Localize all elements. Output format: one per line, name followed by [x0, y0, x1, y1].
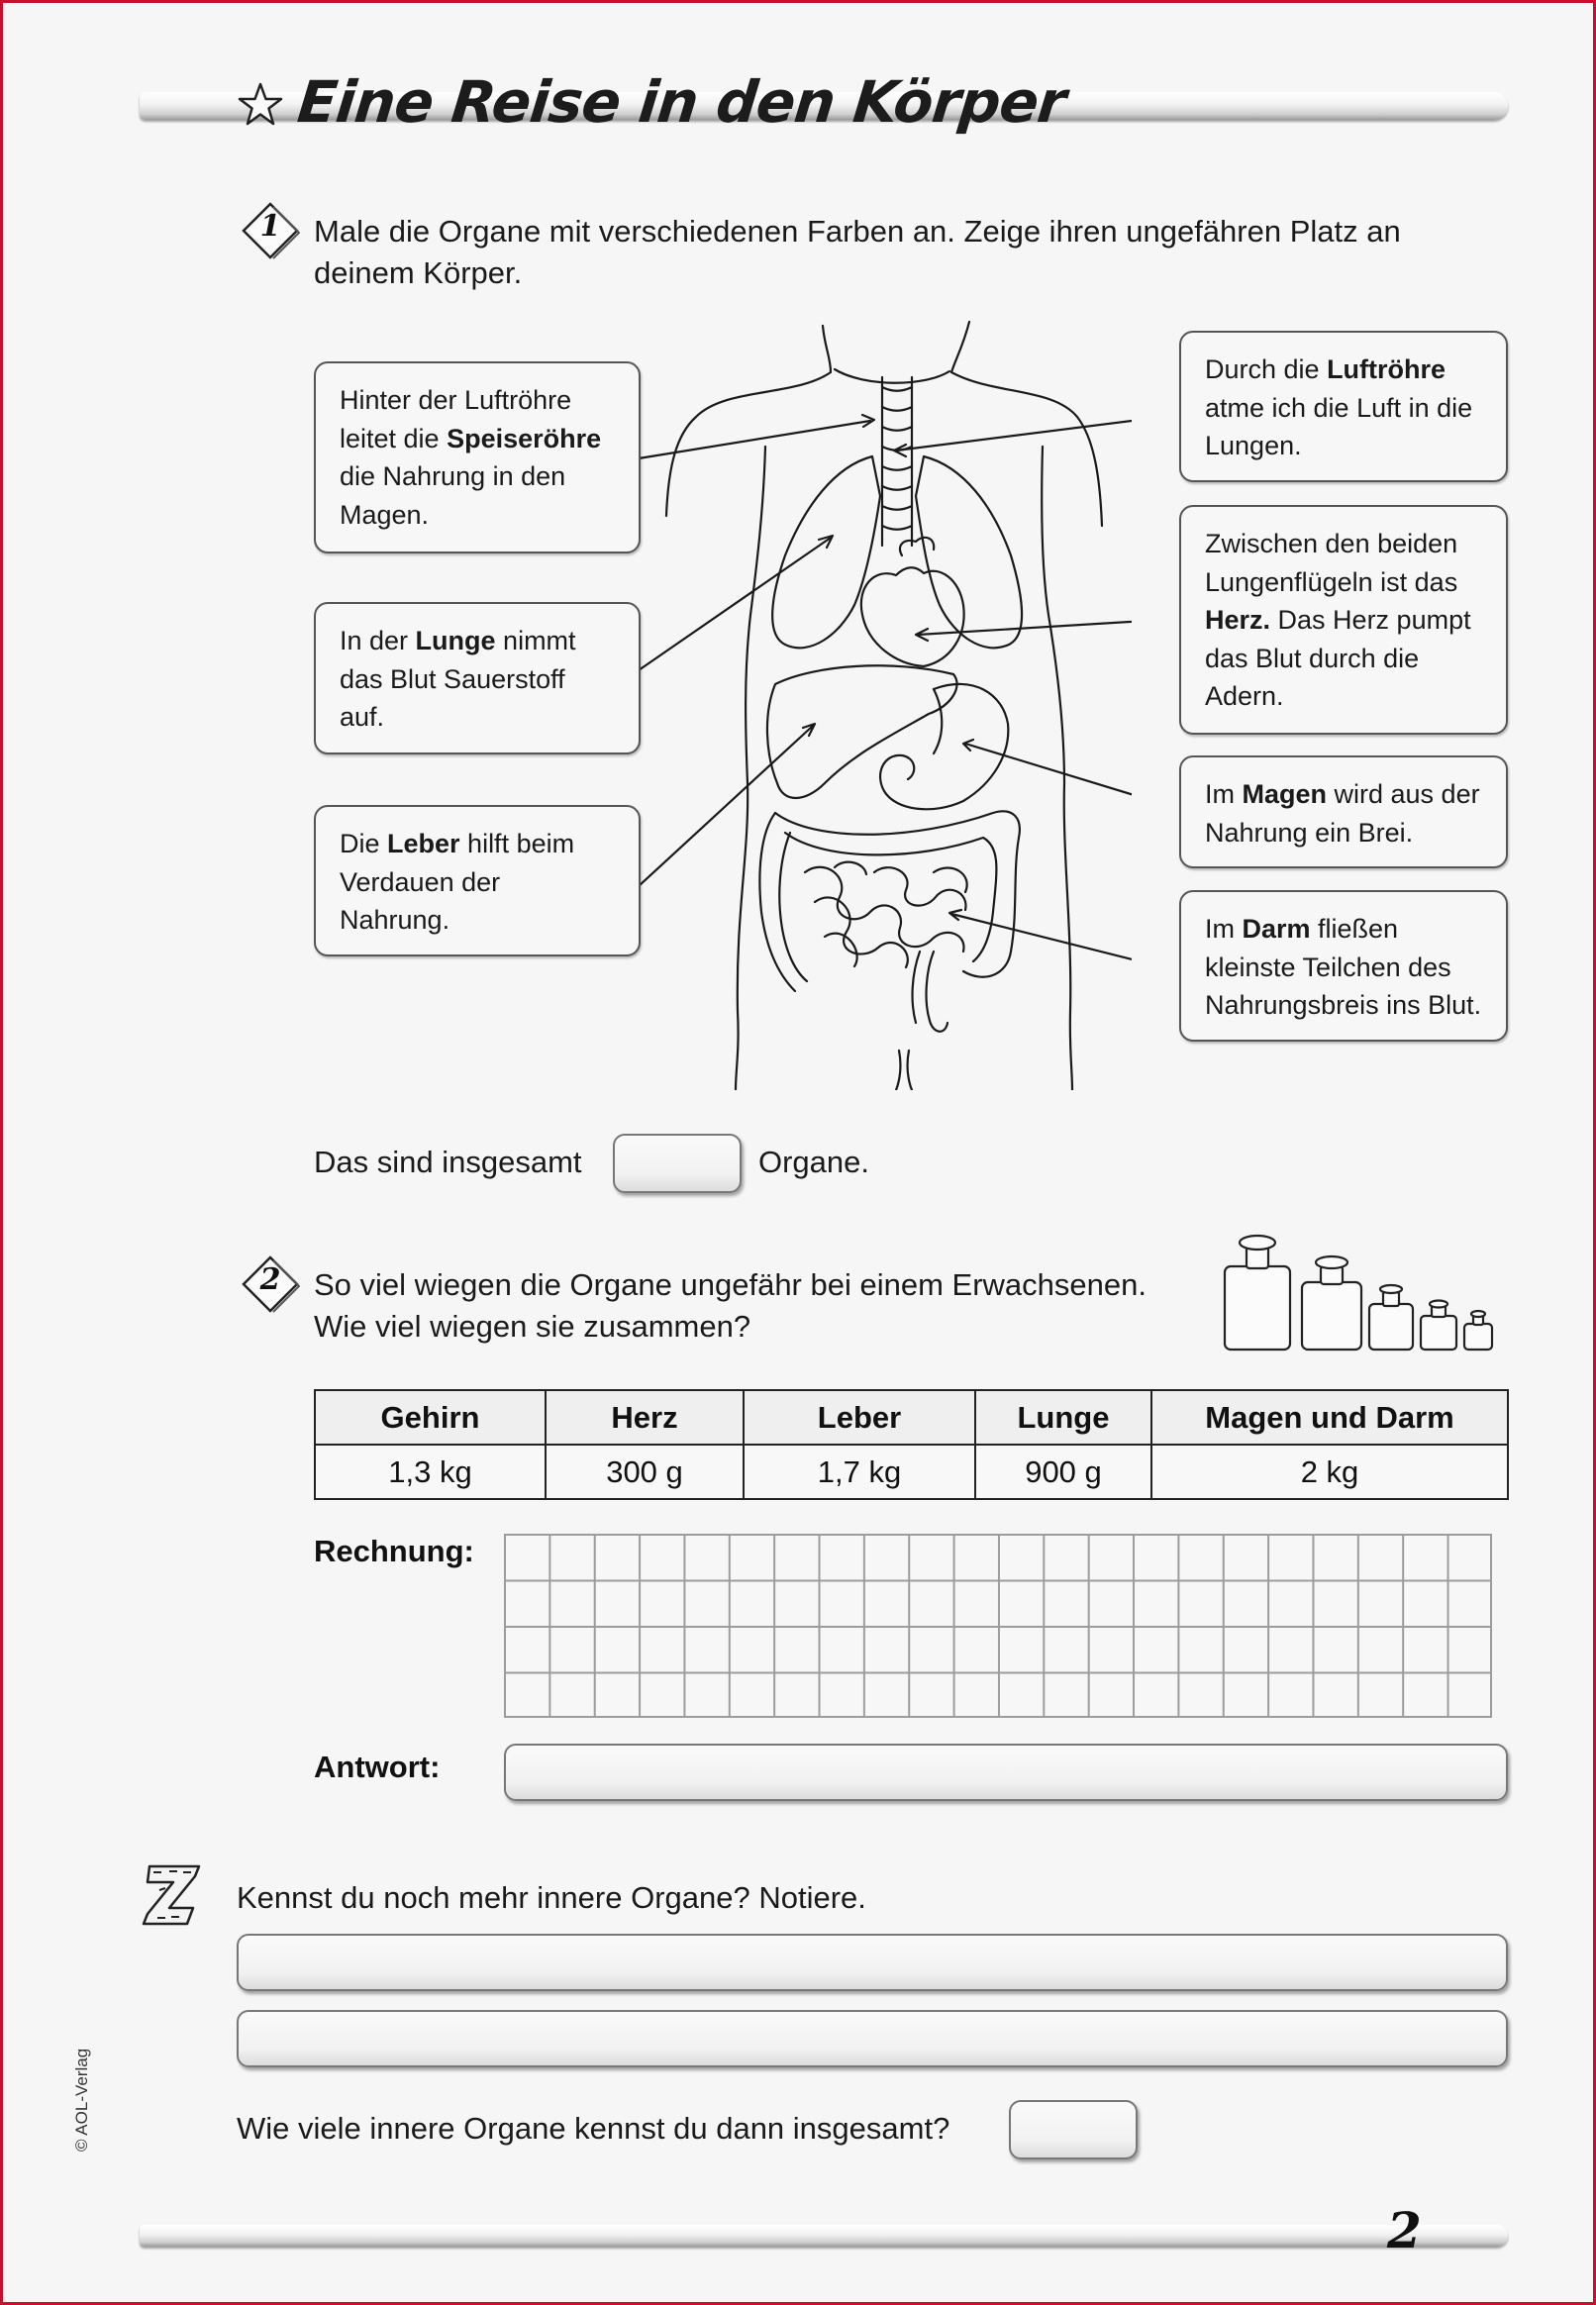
extra-answer-line-1[interactable] [237, 1934, 1508, 1991]
total-organs-pre: Das sind insgesamt [314, 1145, 582, 1179]
table-cell: 2 kg [1151, 1445, 1508, 1499]
page-number: 2 [1387, 2201, 1422, 2259]
heart [861, 538, 964, 666]
table-header-cell: Leber [744, 1390, 975, 1445]
box-text: die Nahrung in den [340, 461, 566, 491]
liver [767, 665, 957, 798]
task2-instruction-line1: So viel wiegen die Organe ungefähr bei einem Erwachsenen. [314, 1267, 1147, 1302]
box-text-line [1205, 910, 1484, 949]
box-text: Nahrung. [340, 905, 450, 935]
box-text: Durch die [1205, 354, 1328, 384]
box-text: Verdauen der [340, 866, 501, 897]
box-text: Lungenflügeln ist das [1205, 566, 1458, 597]
body-organs-illustration [637, 318, 1132, 1090]
box-text: das Blut durch die [1205, 643, 1420, 673]
info-box-luftroehre [1179, 331, 1508, 482]
task-number-1-label: 1 [259, 209, 281, 244]
weights-icon [1221, 1229, 1498, 1353]
box-text-line [340, 825, 617, 863]
table-header-cell: Gehirn [315, 1390, 546, 1445]
task1-instruction-line1: Male die Organe mit verschiedenen Farben an. Zeige ihren ungefähren Platz an [314, 214, 1401, 249]
info-box-herz [1179, 505, 1508, 735]
table-cell: 1,7 kg [744, 1445, 975, 1499]
table-header-row [315, 1390, 1508, 1445]
table-cell: 900 g [975, 1445, 1151, 1499]
calculation-grid[interactable] [504, 1534, 1492, 1718]
small-intestine [805, 862, 967, 967]
box-text: leitet die [340, 423, 448, 453]
pointer-arrows[interactable] [639, 415, 1132, 971]
rechnung-label: Rechnung: [314, 1534, 474, 1568]
table-header-cell: Magen und Darm [1151, 1390, 1508, 1445]
stomach [880, 684, 1008, 809]
task-number-2 [241, 1254, 300, 1314]
box-keyword: Luftröhre [1327, 354, 1446, 384]
answer-field[interactable] [504, 1744, 1508, 1801]
total-organs-post: Organe. [758, 1145, 870, 1179]
organ-weights-table [314, 1389, 1509, 1500]
box-text: Im [1205, 914, 1243, 944]
task1-instruction-line2: deinem Körper. [314, 255, 523, 290]
box-text: kleinste Teilchen des [1205, 952, 1451, 982]
box-text: Nahrungsbreis ins Blut. [1205, 990, 1482, 1020]
info-box-magen [1179, 755, 1508, 868]
total-organs-answer-box[interactable] [613, 1134, 742, 1193]
box-text-line [340, 622, 617, 660]
body-outline [666, 322, 1102, 1090]
box-text: auf. [340, 702, 385, 732]
box-text: das Blut Sauerstoff [340, 663, 565, 694]
task-number-1 [241, 201, 300, 260]
table-row [315, 1445, 1508, 1499]
table-cell: 1,3 kg [315, 1445, 546, 1499]
box-text: Zwischen den beiden [1205, 529, 1458, 558]
box-text: Das Herz pumpt [1270, 605, 1471, 635]
task1-instruction [314, 211, 1502, 294]
trachea-esophagus [882, 377, 912, 546]
box-text: hilft beim [459, 829, 575, 858]
info-box-leber [314, 805, 641, 956]
box-text: nimmt [495, 626, 576, 655]
task-number-2-label: 2 [259, 1262, 281, 1297]
box-text: Lungen. [1205, 431, 1302, 460]
extra-instruction: Kennst du noch mehr innere Organe? Notiere. [237, 1880, 866, 1915]
box-keyword: Darm [1242, 914, 1311, 944]
box-text-line [1205, 351, 1484, 389]
box-text: Im [1205, 779, 1243, 809]
page-title: Eine Reise in den Körper [294, 68, 1069, 136]
box-text-line [340, 420, 617, 458]
box-text: atme ich die Luft in die [1205, 392, 1473, 423]
box-text: Die [340, 829, 388, 858]
extra-question: Wie viele innere Organe kennst du dann insgesamt? [237, 2111, 950, 2146]
box-keyword: Magen [1242, 779, 1328, 809]
box-text: wird aus der [1327, 779, 1480, 809]
table-header-cell: Herz [546, 1390, 744, 1445]
zusatz-z-icon [140, 1862, 205, 1928]
info-box-darm [1179, 890, 1508, 1042]
box-text: fließen [1310, 914, 1399, 944]
box-keyword: Herz. [1205, 605, 1271, 635]
star-icon [237, 82, 284, 128]
box-text-line [1205, 601, 1484, 640]
box-text: Adern. [1205, 681, 1284, 711]
footer-bar [140, 2225, 1508, 2247]
box-keyword: Lunge [415, 626, 496, 655]
info-box-lunge [314, 602, 641, 754]
box-text-line [1205, 775, 1484, 814]
box-keyword: Leber [387, 829, 460, 858]
copyright-note: © AOL-Verlag [72, 2048, 91, 2152]
box-text: Magen. [340, 499, 430, 530]
extra-answer-line-2[interactable] [237, 2010, 1508, 2067]
info-box-speiseroehre [314, 361, 641, 553]
extra-count-answer-box[interactable] [1009, 2100, 1138, 2159]
box-keyword: Speiseröhre [447, 423, 602, 453]
task2-instruction-line2: Wie viel wiegen sie zusammen? [314, 1309, 751, 1344]
box-text: Hinter der Luftröhre [340, 385, 572, 415]
antwort-label: Antwort: [314, 1750, 441, 1784]
box-text: Nahrung ein Brei. [1205, 817, 1414, 848]
task2-instruction [314, 1264, 1205, 1348]
table-header-cell: Lunge [975, 1390, 1151, 1445]
table-cell: 300 g [546, 1445, 744, 1499]
box-text: In der [340, 626, 416, 655]
